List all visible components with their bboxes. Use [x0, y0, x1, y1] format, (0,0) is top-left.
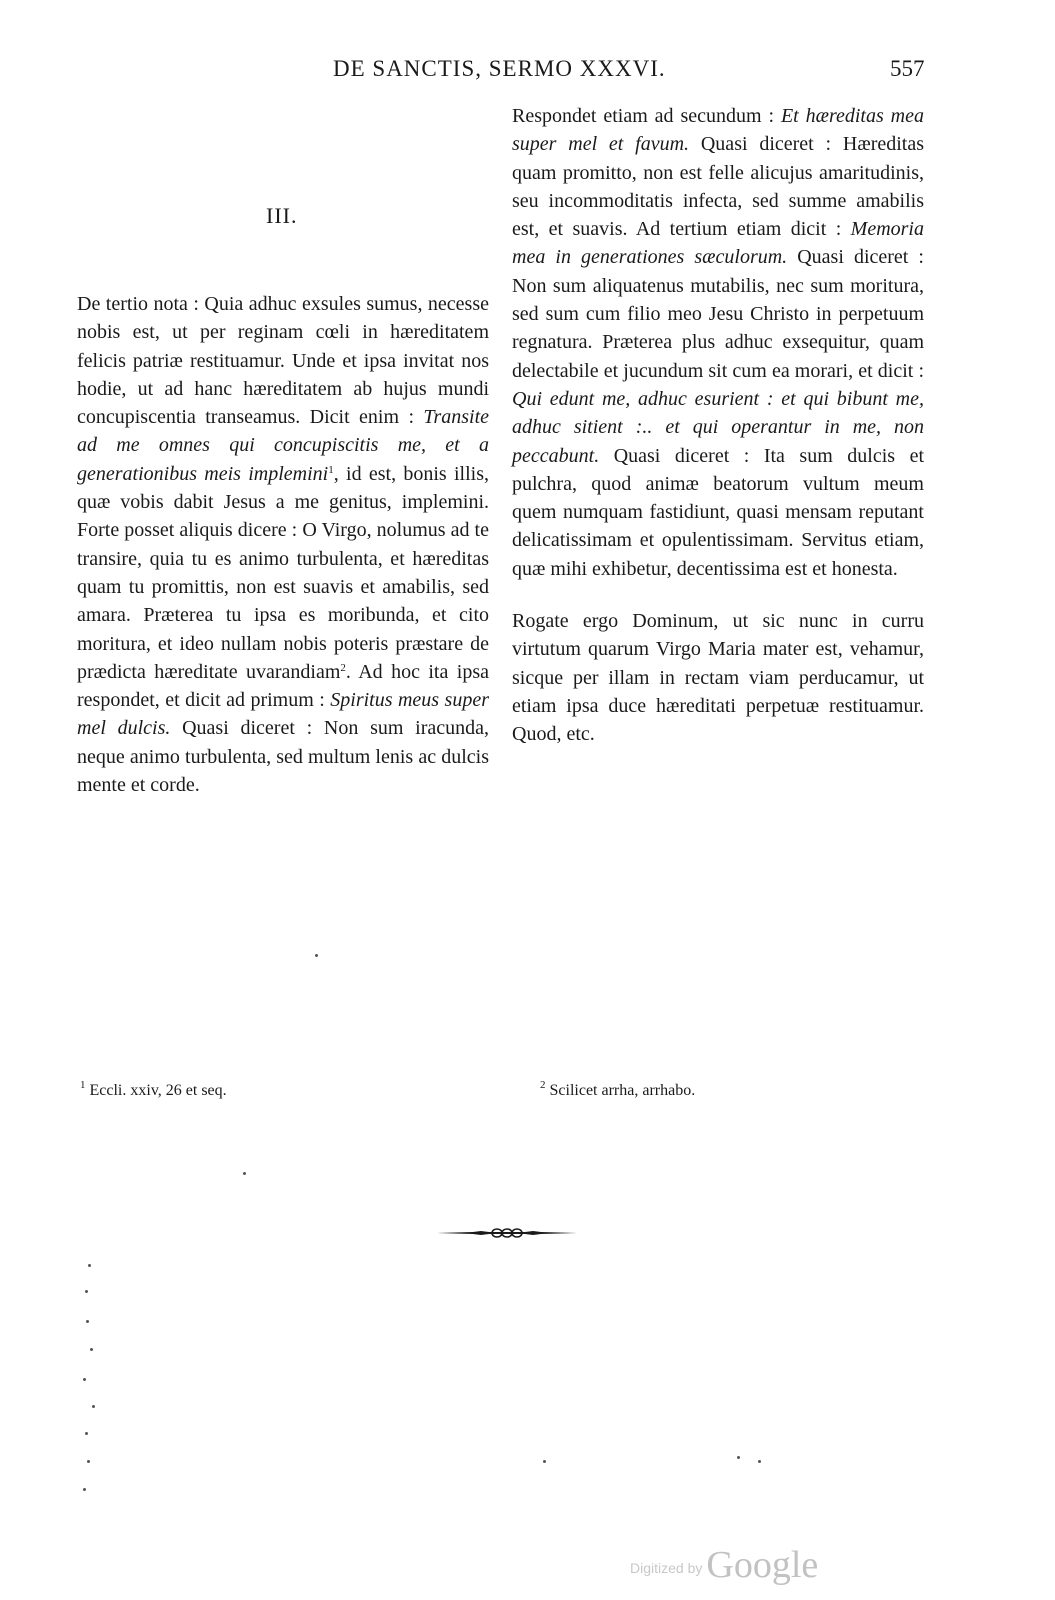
footnote-mark: 2 [540, 1079, 546, 1091]
right-paragraph-1 [512, 102, 924, 583]
watermark-logo: Google [706, 1544, 819, 1586]
speck [92, 1405, 95, 1408]
scripture-quote: Spiritus meus super mel dulcis. [77, 689, 489, 740]
speck [90, 1348, 93, 1351]
text-run: Quasi diceret : Non sum iracunda, neque animo turbulenta, sed multum lenis ac dulcis mente et corde. [77, 717, 489, 797]
footnote-ref-2: 2 [340, 661, 346, 674]
footnote-1 [80, 1079, 227, 1100]
text-run: Respondet etiam ad secundum : [512, 105, 781, 127]
speck [737, 1456, 740, 1459]
right-column [512, 102, 924, 749]
text-run: , id est, bonis illis, quæ vobis dabit Jesus a me genitus, implemini. Forte posset aliquis dicere : O Virgo, nolumus ad te transire, quia tu es animo turbulenta, et hæreditas quam tu promittis, non est suavis et amabilis, sed amara. Præterea tu ipsa es moribunda, et cito moritura, et ideo nullam nobis poteris præstare de prædicta hæreditate uvarandiam [77, 462, 489, 683]
scripture-quote: Qui edunt me, adhuc esurient : et qui bibunt me, adhuc sitient :.. et qui operantur in me, non peccabunt. [512, 387, 924, 467]
footnote-2 [540, 1079, 696, 1100]
left-column [77, 290, 489, 799]
text-run: Quasi diceret : Hæreditas quam promitto, non est felle alicujus amaritudinis, seu incommoditatis infecta, sed summe amabilis est, et suavis. Ad tertium etiam dicit : [512, 133, 925, 241]
text-run: . Ad hoc ita ipsa respondet, et dicit ad primum : [77, 660, 489, 712]
speck [83, 1378, 86, 1381]
ornament-divider [437, 1226, 577, 1240]
scripture-quote: Transite ad me omnes qui concupiscitis me, et a generationibus meis implemini [77, 406, 489, 485]
footnote-text: Scilicet arrha, arrhabo. [549, 1082, 696, 1099]
scripture-quote: Et hæreditas mea super mel et favum. [512, 105, 925, 156]
running-title: DE SANCTIS, SERMO XXXVI. [333, 56, 666, 81]
running-head [0, 56, 1055, 86]
speck [243, 1172, 246, 1175]
section-numeral: III. [266, 203, 298, 228]
speck [85, 1432, 88, 1435]
digitized-watermark [630, 1543, 818, 1587]
right-paragraph-2: Rogate ergo Dominum, ut sic nunc in curru virtutum quarum Virgo Maria mater est, vehamur, sicque per illam in rectam viam perducamur, ut etiam ipsa duce hæreditati perpetuæ restituamur. Quod, etc. [512, 610, 924, 746]
speck [86, 1320, 89, 1323]
speck [87, 1460, 90, 1463]
speck [88, 1264, 91, 1267]
footnote-text: Eccli. xxiv, 26 et seq. [89, 1082, 227, 1099]
footnote-ref-1: 1 [328, 463, 334, 476]
text-run: Quasi diceret : Ita sum dulcis et pulchra, quod animæ beatorum vultum meum quem numquam fastidiunt, quasi mensam reputant delicatissimam et opulentissimam. Servitus etiam, quæ mihi exhibetur, decentissima est et honesta. [512, 444, 924, 580]
speck [315, 954, 318, 957]
scripture-quote: Memoria mea in generationes sæculorum. [512, 218, 924, 269]
left-paragraph-1 [77, 290, 489, 799]
speck [83, 1488, 86, 1491]
speck [543, 1460, 546, 1463]
text-run: De tertio nota : Quia adhuc exsules sumus, necesse nobis est, ut per reginam cœli in hæreditatem felicis patriæ restituamur. Unde et ipsa invitat nos hodie, ut ad hanc hæreditatem ab hujus mundi concupiscentia transeamus. Dicit enim : [77, 293, 489, 429]
watermark-caption: Digitized by [630, 1560, 703, 1576]
speck [758, 1460, 761, 1463]
page-number: 557 [890, 56, 925, 81]
speck [85, 1290, 88, 1293]
footnote-mark: 1 [80, 1079, 86, 1091]
text-run: Quasi diceret : Non sum aliquatenus mutabilis, nec sum moritura, sed sum cum filio meo Jesu Christo in perpetuum regnatura. Præterea plus adhuc exsequitur, quam delectabile et jucundum sit cum ea morari, et dicit : [512, 246, 924, 382]
